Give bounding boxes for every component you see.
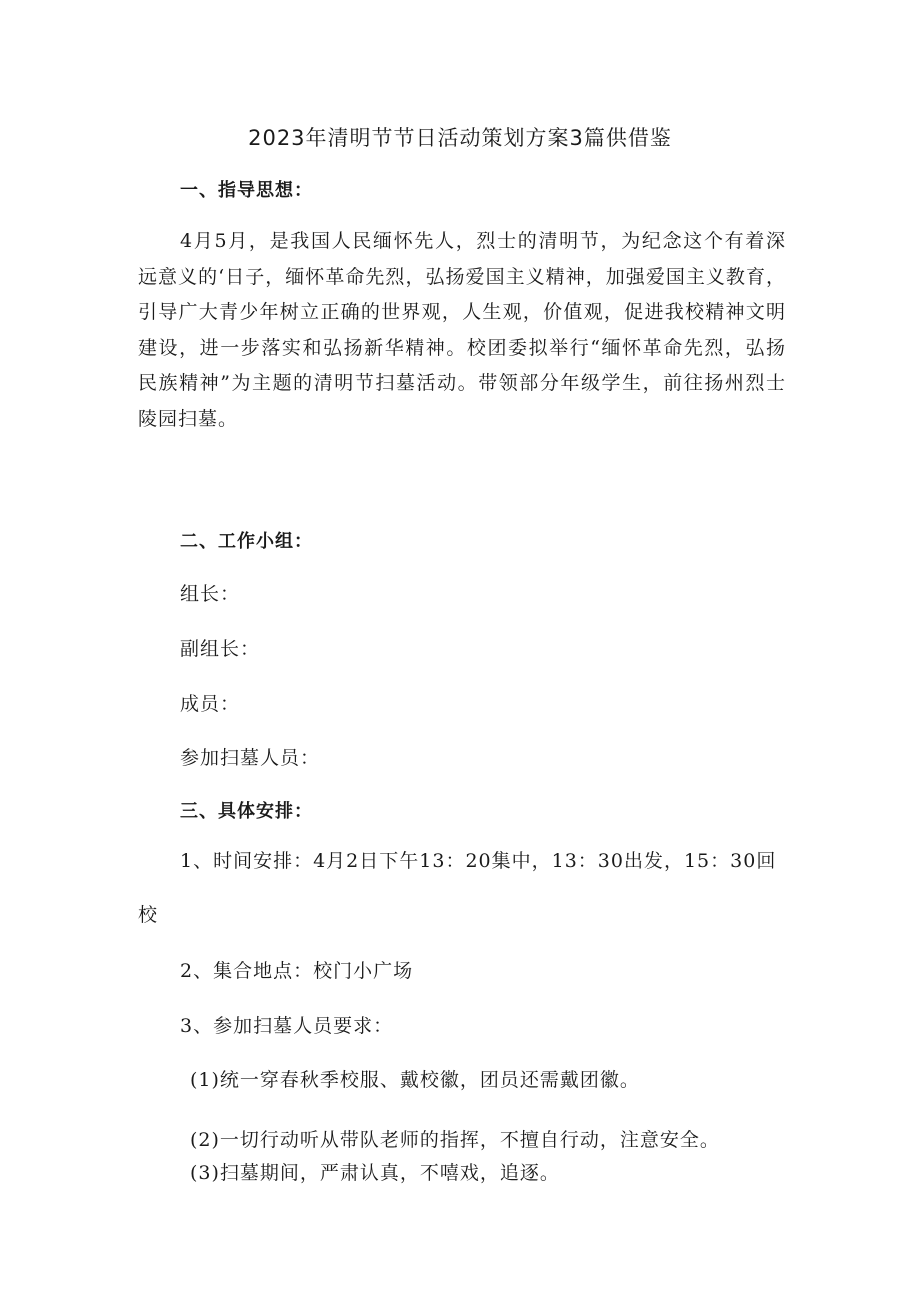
document-title: 2023年清明节节日活动策划方案3篇供借鉴 [248, 126, 672, 150]
schedule-item-requirements: 3、参加扫墓人员要求： [180, 1015, 394, 1037]
requirement-2: (2)一切行动听从带队老师的指挥，不擅自行动，注意安全。 [190, 1129, 720, 1151]
leader-line: 组长： [180, 583, 241, 605]
members-line: 成员： [180, 693, 241, 715]
requirement-1: (1)统一穿春秋季校服、戴校徽，团员还需戴团徽。 [190, 1069, 640, 1091]
section1-heading: 一、指导思想： [180, 180, 313, 201]
participants-line: 参加扫墓人员： [180, 747, 321, 769]
section3-heading: 三、具体安排： [180, 801, 313, 822]
requirement-3: (3)扫墓期间，严肃认真，不嘻戏，追逐。 [190, 1162, 560, 1184]
section2-heading: 二、工作小组： [180, 531, 313, 552]
section1-paragraph: 4月5月，是我国人民缅怀先人，烈士的清明节，为纪念这个有着深远意义的‘日子，缅怀革命先烈，弘扬爱国主义精神，加强爱国主义教育，引导广大青少年树立正确的世界观，人生观，价值观，促进我校精神文明建设，进一步落实和弘扬新华精神。校团委拟举行“缅怀革命先烈，弘扬民族精神”为主题的清明节扫墓活动。带领部分年级学生，前往扬州烈士陵园扫墓。 [138, 230, 786, 430]
schedule-item-time: 1、时间安排：4月2日下午13：20集中，13：30出发，15：30回校 [138, 850, 777, 926]
schedule-item-location: 2、集合地点：校门小广场 [180, 960, 414, 982]
deputy-leader-line: 副组长： [180, 638, 261, 660]
